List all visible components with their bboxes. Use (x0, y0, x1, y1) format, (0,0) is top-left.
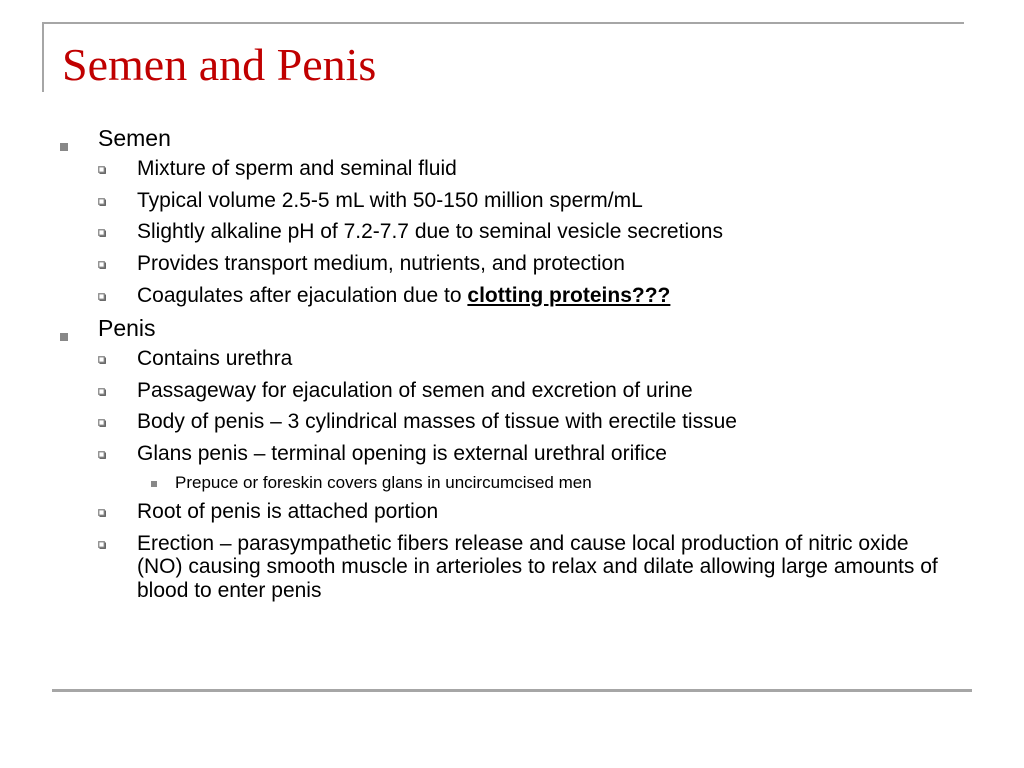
list-item-text: Glans penis – terminal opening is external urethral orifice (137, 442, 667, 465)
hollow-square-bullet-icon (98, 388, 106, 396)
section-penis (58, 315, 958, 602)
frame-left-line (42, 22, 44, 92)
frame-top-line (42, 22, 964, 24)
hollow-square-bullet-icon (98, 541, 106, 549)
list-item (61, 252, 958, 276)
hollow-square-bullet-icon (98, 166, 106, 174)
bullet-list (58, 125, 958, 602)
hollow-square-bullet-icon (98, 293, 106, 301)
list-item (61, 532, 958, 603)
list-item-lead-text: Coagulates after ejaculation due to (137, 283, 468, 307)
list-item (61, 379, 958, 403)
square-bullet-icon (60, 333, 68, 341)
list-item-text: Prepuce or foreskin covers glans in uncircumcised men (175, 472, 592, 492)
list-item-text: Typical volume 2.5-5 mL with 50-150 million sperm/mL (137, 188, 643, 212)
list-item-text: Provides transport medium, nutrients, and protection (137, 251, 625, 275)
slide-content (58, 123, 958, 610)
list-item-text: Contains urethra (137, 347, 293, 371)
list-item (61, 284, 958, 308)
list-item (61, 442, 958, 492)
list-item (61, 500, 958, 524)
hollow-square-bullet-icon (98, 419, 106, 427)
list-item (61, 410, 958, 434)
hollow-square-bullet-icon (98, 261, 106, 269)
hollow-square-bullet-icon (98, 509, 106, 517)
slide-title: Semen and Penis (62, 39, 377, 90)
sub-sub-list (137, 473, 958, 493)
square-bullet-icon (60, 143, 68, 151)
section-semen (58, 125, 958, 307)
list-item-text: Passageway for ejaculation of semen and excretion of urine (137, 378, 693, 402)
list-item (61, 347, 958, 371)
hollow-square-bullet-icon (98, 451, 106, 459)
emphasized-term: clotting proteins??? (467, 283, 671, 307)
list-item (137, 473, 958, 493)
list-item-text: Slightly alkaline pH of 7.2-7.7 due to seminal vesicle secretions (137, 220, 723, 244)
frame-bottom-line (52, 689, 972, 692)
section-heading: Semen (98, 125, 171, 151)
list-item (61, 220, 958, 244)
section-heading: Penis (98, 315, 156, 342)
list-item (61, 157, 958, 181)
hollow-square-bullet-icon (98, 229, 106, 237)
sub-list (98, 157, 958, 307)
list-item-text: Body of penis – 3 cylindrical masses of tissue with erectile tissue (137, 410, 737, 434)
hollow-square-bullet-icon (98, 198, 106, 206)
list-item-text (137, 284, 958, 308)
list-item (61, 189, 958, 213)
list-item-text: Mixture of sperm and seminal fluid (137, 157, 457, 181)
sub-list (98, 347, 958, 602)
list-item-text: Root of penis is attached portion (137, 500, 439, 524)
small-square-bullet-icon (151, 481, 157, 487)
list-item-text: Erection – parasympathetic fibers release and cause local production of nitric oxide (NO) causing smooth muscle in arterioles to relax and dilate allowing large amounts of blood to enter penis (137, 531, 938, 602)
hollow-square-bullet-icon (98, 356, 106, 364)
